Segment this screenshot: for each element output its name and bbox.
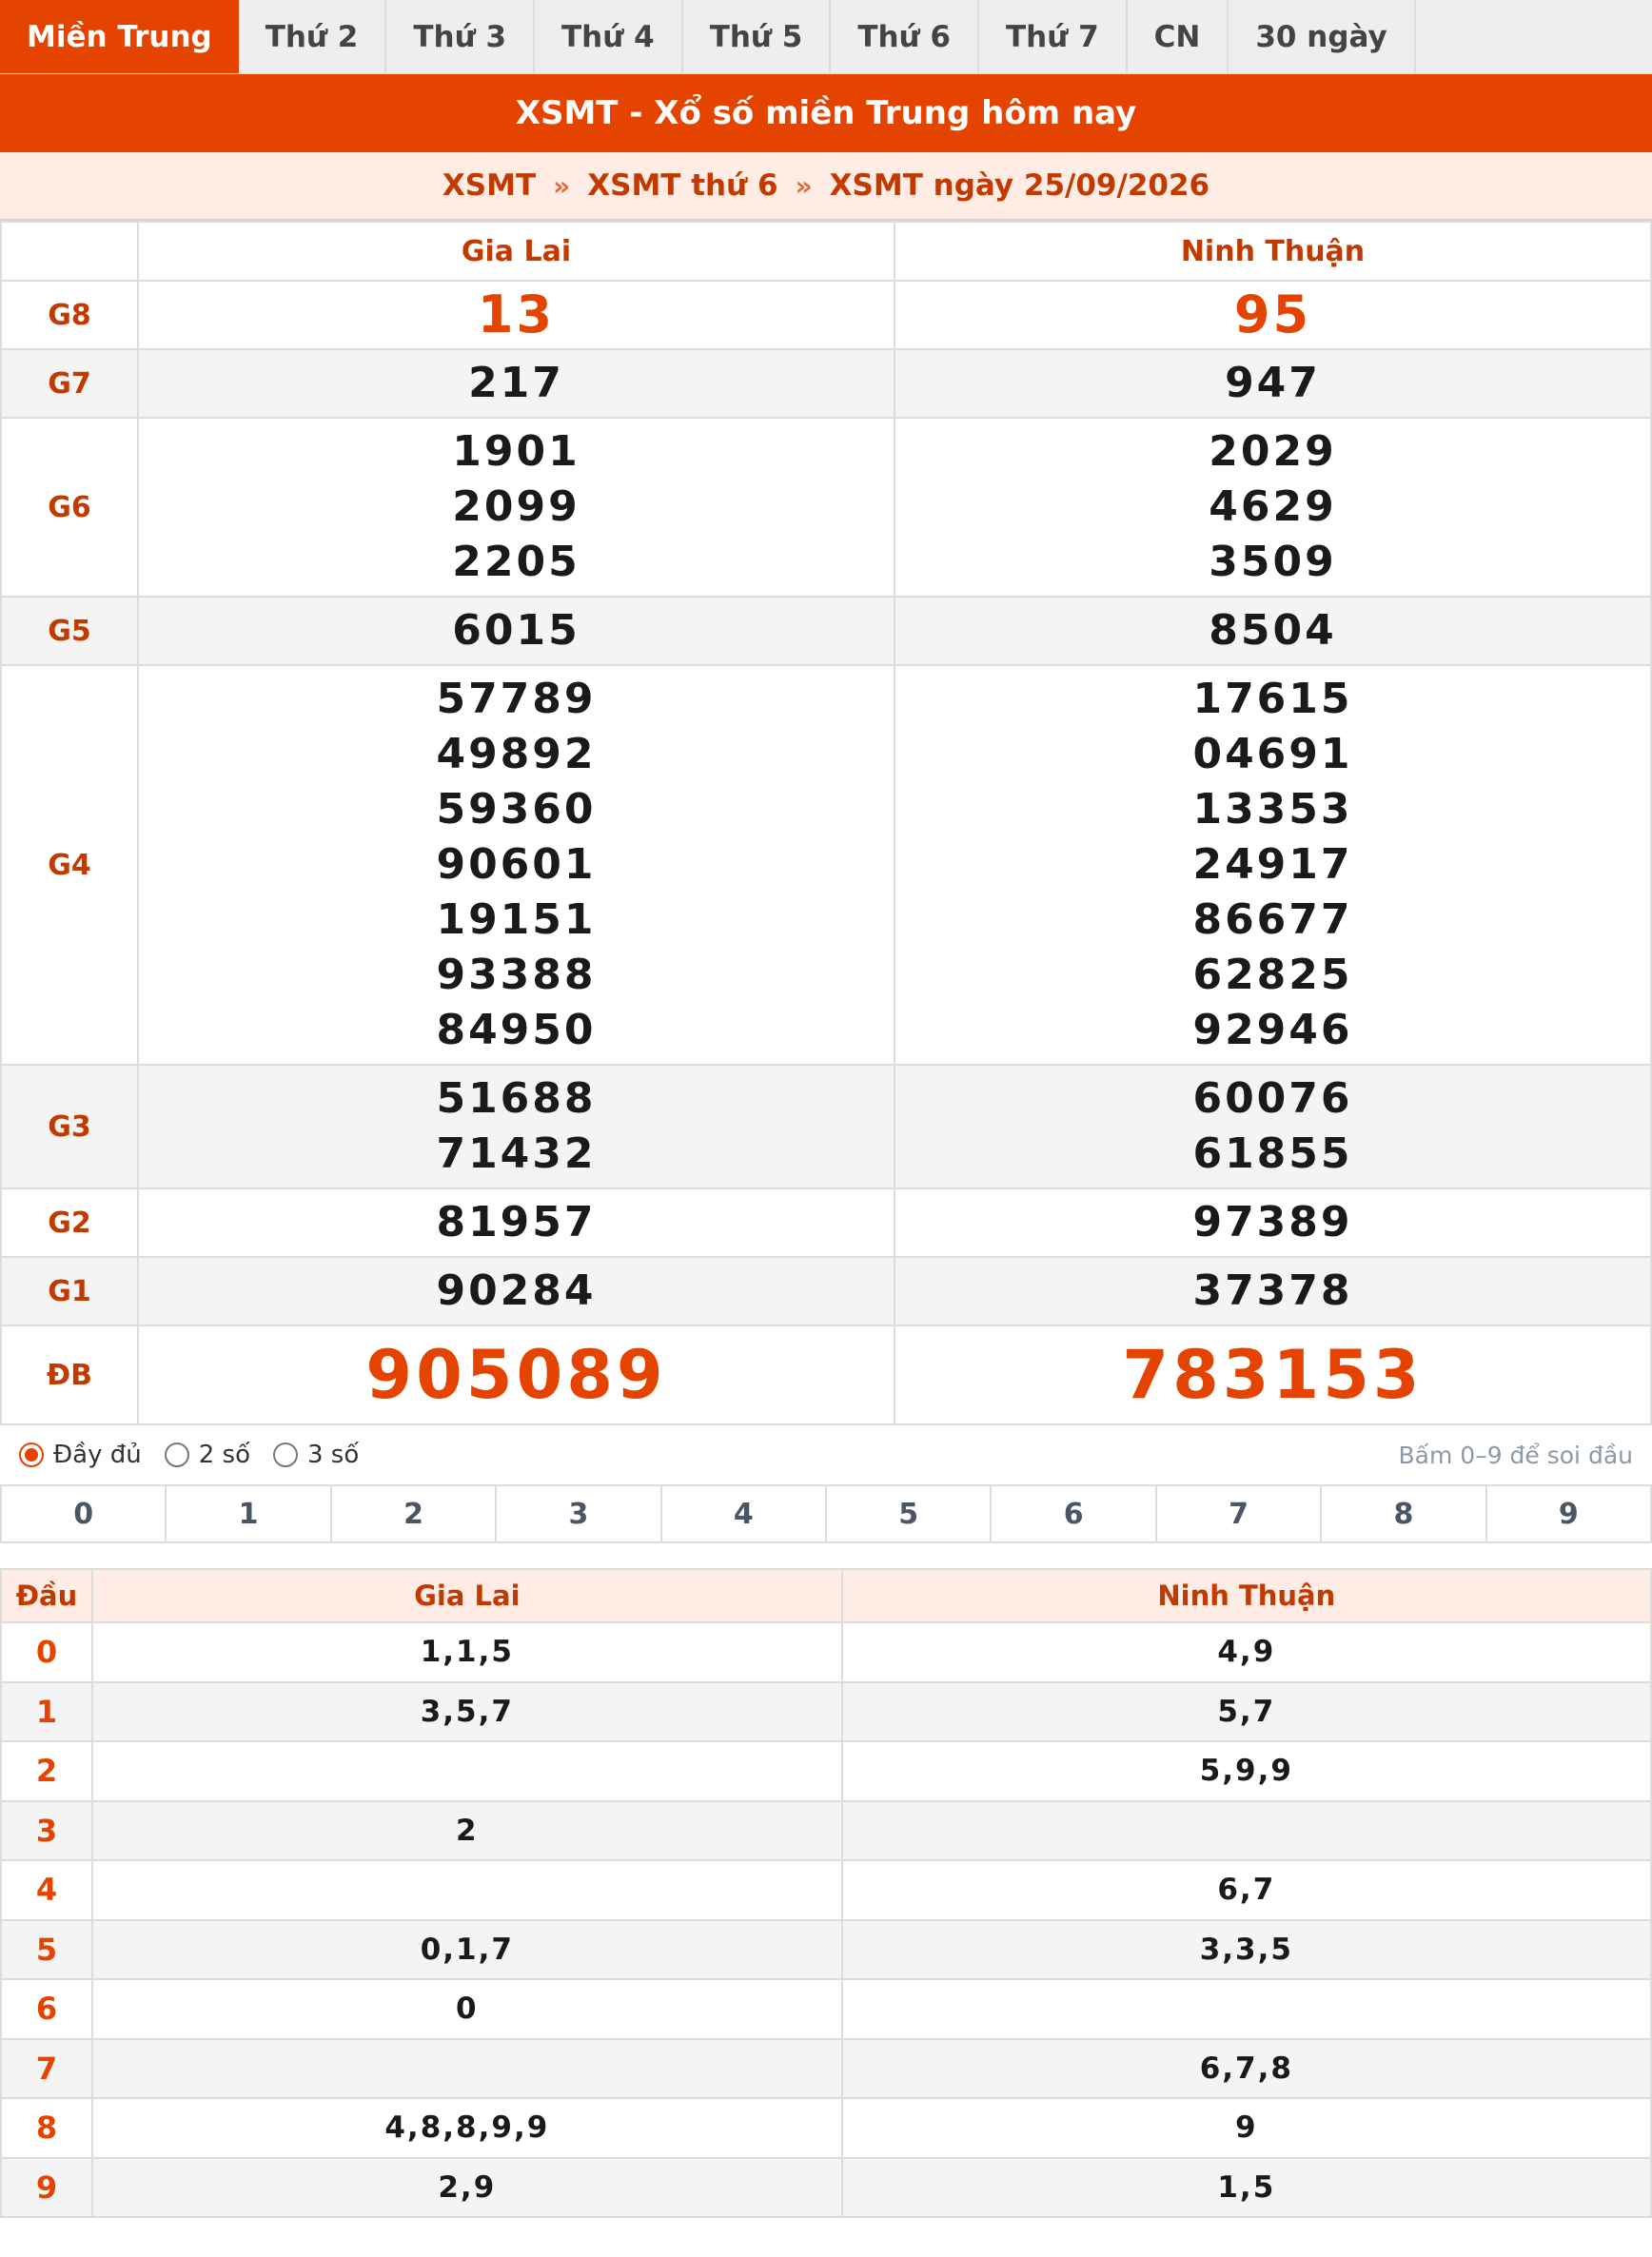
dau-values [842,1979,1651,2039]
prize-row [1,1325,1651,1424]
result-cell [138,1065,895,1188]
dau-values: 2,9 [92,2158,842,2218]
breadcrumb-link[interactable]: XSMT ngày 25/09/2026 [829,168,1210,203]
result-number: 81957 [436,1198,597,1246]
result-number: 60076 [1192,1074,1353,1123]
tab-7[interactable]: CN [1128,0,1229,73]
results-header-row [1,222,1651,281]
tab-0[interactable]: Miền Trung [0,0,239,73]
dau-row [1,1622,1651,1682]
prize-row [1,1257,1651,1325]
digit-button-8[interactable]: 8 [1322,1486,1486,1541]
result-number: 93388 [436,951,597,999]
dau-row [1,1860,1651,1920]
result-number: 51688 [436,1074,597,1123]
result-number: 17615 [1192,675,1353,723]
result-cell [895,1325,1651,1424]
dau-values [842,1801,1651,1861]
dau-values: 5,9,9 [842,1741,1651,1801]
tab-3[interactable]: Thứ 4 [535,0,683,73]
province-header: Gia Lai [92,1569,842,1622]
result-number: 8504 [1209,606,1337,655]
dau-values: 4,9 [842,1622,1651,1682]
dau-values [92,2039,842,2099]
dau-values: 6,7,8 [842,2039,1651,2099]
dau-head: 3 [1,1801,92,1861]
page-title: XSMT - Xổ số miền Trung hôm nay [0,74,1652,152]
spacer [0,1543,1652,1568]
digit-button-0[interactable]: 0 [2,1486,167,1541]
option-2[interactable] [273,1441,359,1469]
dau-row [1,2098,1651,2158]
result-cell [895,665,1651,1065]
result-number: 59360 [436,785,597,834]
province-header: Ninh Thuận [895,222,1651,281]
prize-label: G5 [1,597,138,665]
dau-values: 4,8,8,9,9 [92,2098,842,2158]
dau-values: 2 [92,1801,842,1861]
result-number: 90601 [436,840,597,889]
radio-button[interactable] [165,1443,189,1467]
dau-values: 1,5 [842,2158,1651,2218]
option-label: 2 số [198,1441,250,1469]
result-cell [138,281,895,349]
result-number: 37378 [1192,1266,1353,1315]
dau-row [1,1682,1651,1742]
hint-text: Bấm 0–9 để soi đầu [1398,1441,1633,1469]
result-number: 4629 [1209,482,1337,531]
result-cell [138,597,895,665]
digit-button-6[interactable]: 6 [992,1486,1156,1541]
digit-button-5[interactable]: 5 [827,1486,992,1541]
result-cell [895,418,1651,597]
result-cell [895,597,1651,665]
results-table [0,221,1652,1425]
dau-row [1,1920,1651,1980]
tab-5[interactable]: Thứ 6 [831,0,979,73]
result-number: 84950 [436,1006,597,1054]
result-cell [138,418,895,597]
digit-button-2[interactable]: 2 [332,1486,497,1541]
result-cell [895,349,1651,418]
result-number: 13 [477,285,556,344]
prize-label: G4 [1,665,138,1065]
prize-row [1,349,1651,418]
result-number: 2205 [452,538,580,586]
prize-label: G2 [1,1188,138,1257]
region-tabs [0,0,1652,74]
prize-row [1,1065,1651,1188]
result-cell [138,1325,895,1424]
dau-table [0,1568,1652,2218]
display-options [0,1425,1652,1486]
prize-row [1,281,1651,349]
province-header: Ninh Thuận [842,1569,1651,1622]
dau-head-label: Đầu [1,1569,92,1622]
result-number: 71432 [436,1129,597,1178]
dau-values: 1,1,5 [92,1622,842,1682]
result-number: 2099 [452,482,580,531]
result-cell [138,1257,895,1325]
result-cell [138,1188,895,1257]
prize-label: ĐB [1,1325,138,1424]
prize-row [1,597,1651,665]
digit-filter-bar [0,1486,1652,1543]
digit-button-4[interactable]: 4 [662,1486,827,1541]
dau-row [1,1741,1651,1801]
digit-button-3[interactable]: 3 [497,1486,661,1541]
tab-2[interactable]: Thứ 3 [386,0,535,73]
result-number: 905089 [365,1336,667,1414]
result-number: 04691 [1192,730,1353,778]
prize-row [1,665,1651,1065]
dau-values: 0,1,7 [92,1920,842,1980]
breadcrumb-link[interactable]: XSMT [442,168,537,203]
result-cell [895,1065,1651,1188]
result-number: 2029 [1209,427,1337,476]
result-number: 90284 [436,1266,597,1315]
dau-values: 0 [92,1979,842,2039]
result-number: 3509 [1209,538,1337,586]
dau-values [92,1860,842,1920]
tab-1[interactable]: Thứ 2 [239,0,387,73]
result-number: 13353 [1192,785,1353,834]
tab-8[interactable]: 30 ngày [1229,0,1415,73]
dau-head: 5 [1,1920,92,1980]
prize-label: G6 [1,418,138,597]
result-number: 95 [1233,285,1312,344]
result-number: 217 [468,359,564,407]
result-number: 57789 [436,675,597,723]
breadcrumb-separator: » [795,169,813,202]
result-cell [138,349,895,418]
result-cell [895,1188,1651,1257]
dau-row [1,2039,1651,2099]
result-number: 62825 [1192,951,1353,999]
dau-head: 2 [1,1741,92,1801]
option-label: Đầy đủ [53,1441,142,1469]
prize-label: G8 [1,281,138,349]
prize-row [1,1188,1651,1257]
result-number: 947 [1225,359,1321,407]
province-header: Gia Lai [138,222,895,281]
dau-values: 5,7 [842,1682,1651,1742]
dau-values [92,1741,842,1801]
breadcrumb-link[interactable]: XSMT thứ 6 [587,168,778,203]
result-number: 1901 [452,427,580,476]
digit-button-1[interactable]: 1 [167,1486,331,1541]
digit-button-7[interactable]: 7 [1157,1486,1322,1541]
result-cell [138,665,895,1065]
prize-row [1,418,1651,597]
prize-label: G1 [1,1257,138,1325]
dau-head: 7 [1,2039,92,2099]
result-number: 97389 [1192,1198,1353,1246]
dau-head: 8 [1,2098,92,2158]
result-number: 92946 [1192,1006,1353,1054]
option-1[interactable] [165,1441,250,1469]
dau-values: 3,3,5 [842,1920,1651,1980]
radio-button[interactable] [273,1443,298,1467]
dau-head: 9 [1,2158,92,2218]
prize-column-header [1,222,138,281]
dau-header-row [1,1569,1651,1622]
dau-values: 9 [842,2098,1651,2158]
dau-row [1,1979,1651,2039]
result-number: 49892 [436,730,597,778]
radio-button[interactable] [19,1443,44,1467]
tab-6[interactable]: Thứ 7 [979,0,1128,73]
dau-head: 0 [1,1622,92,1682]
result-number: 24917 [1192,840,1353,889]
result-cell [895,1257,1651,1325]
option-0[interactable] [19,1441,142,1469]
digit-button-9[interactable]: 9 [1487,1486,1652,1541]
result-cell [895,281,1651,349]
dau-head: 6 [1,1979,92,2039]
breadcrumb [0,152,1652,221]
dau-head: 4 [1,1860,92,1920]
breadcrumb-separator: » [553,169,571,202]
tab-4[interactable]: Thứ 5 [683,0,832,73]
prize-label: G7 [1,349,138,418]
result-number: 86677 [1192,895,1353,944]
dau-head: 1 [1,1682,92,1742]
result-number: 783153 [1122,1336,1424,1414]
dau-row [1,2158,1651,2218]
result-number: 61855 [1192,1129,1353,1178]
prize-label: G3 [1,1065,138,1188]
dau-row [1,1801,1651,1861]
result-number: 19151 [436,895,597,944]
dau-values: 6,7 [842,1860,1651,1920]
dau-values: 3,5,7 [92,1682,842,1742]
result-number: 6015 [452,606,580,655]
option-label: 3 số [306,1441,360,1469]
